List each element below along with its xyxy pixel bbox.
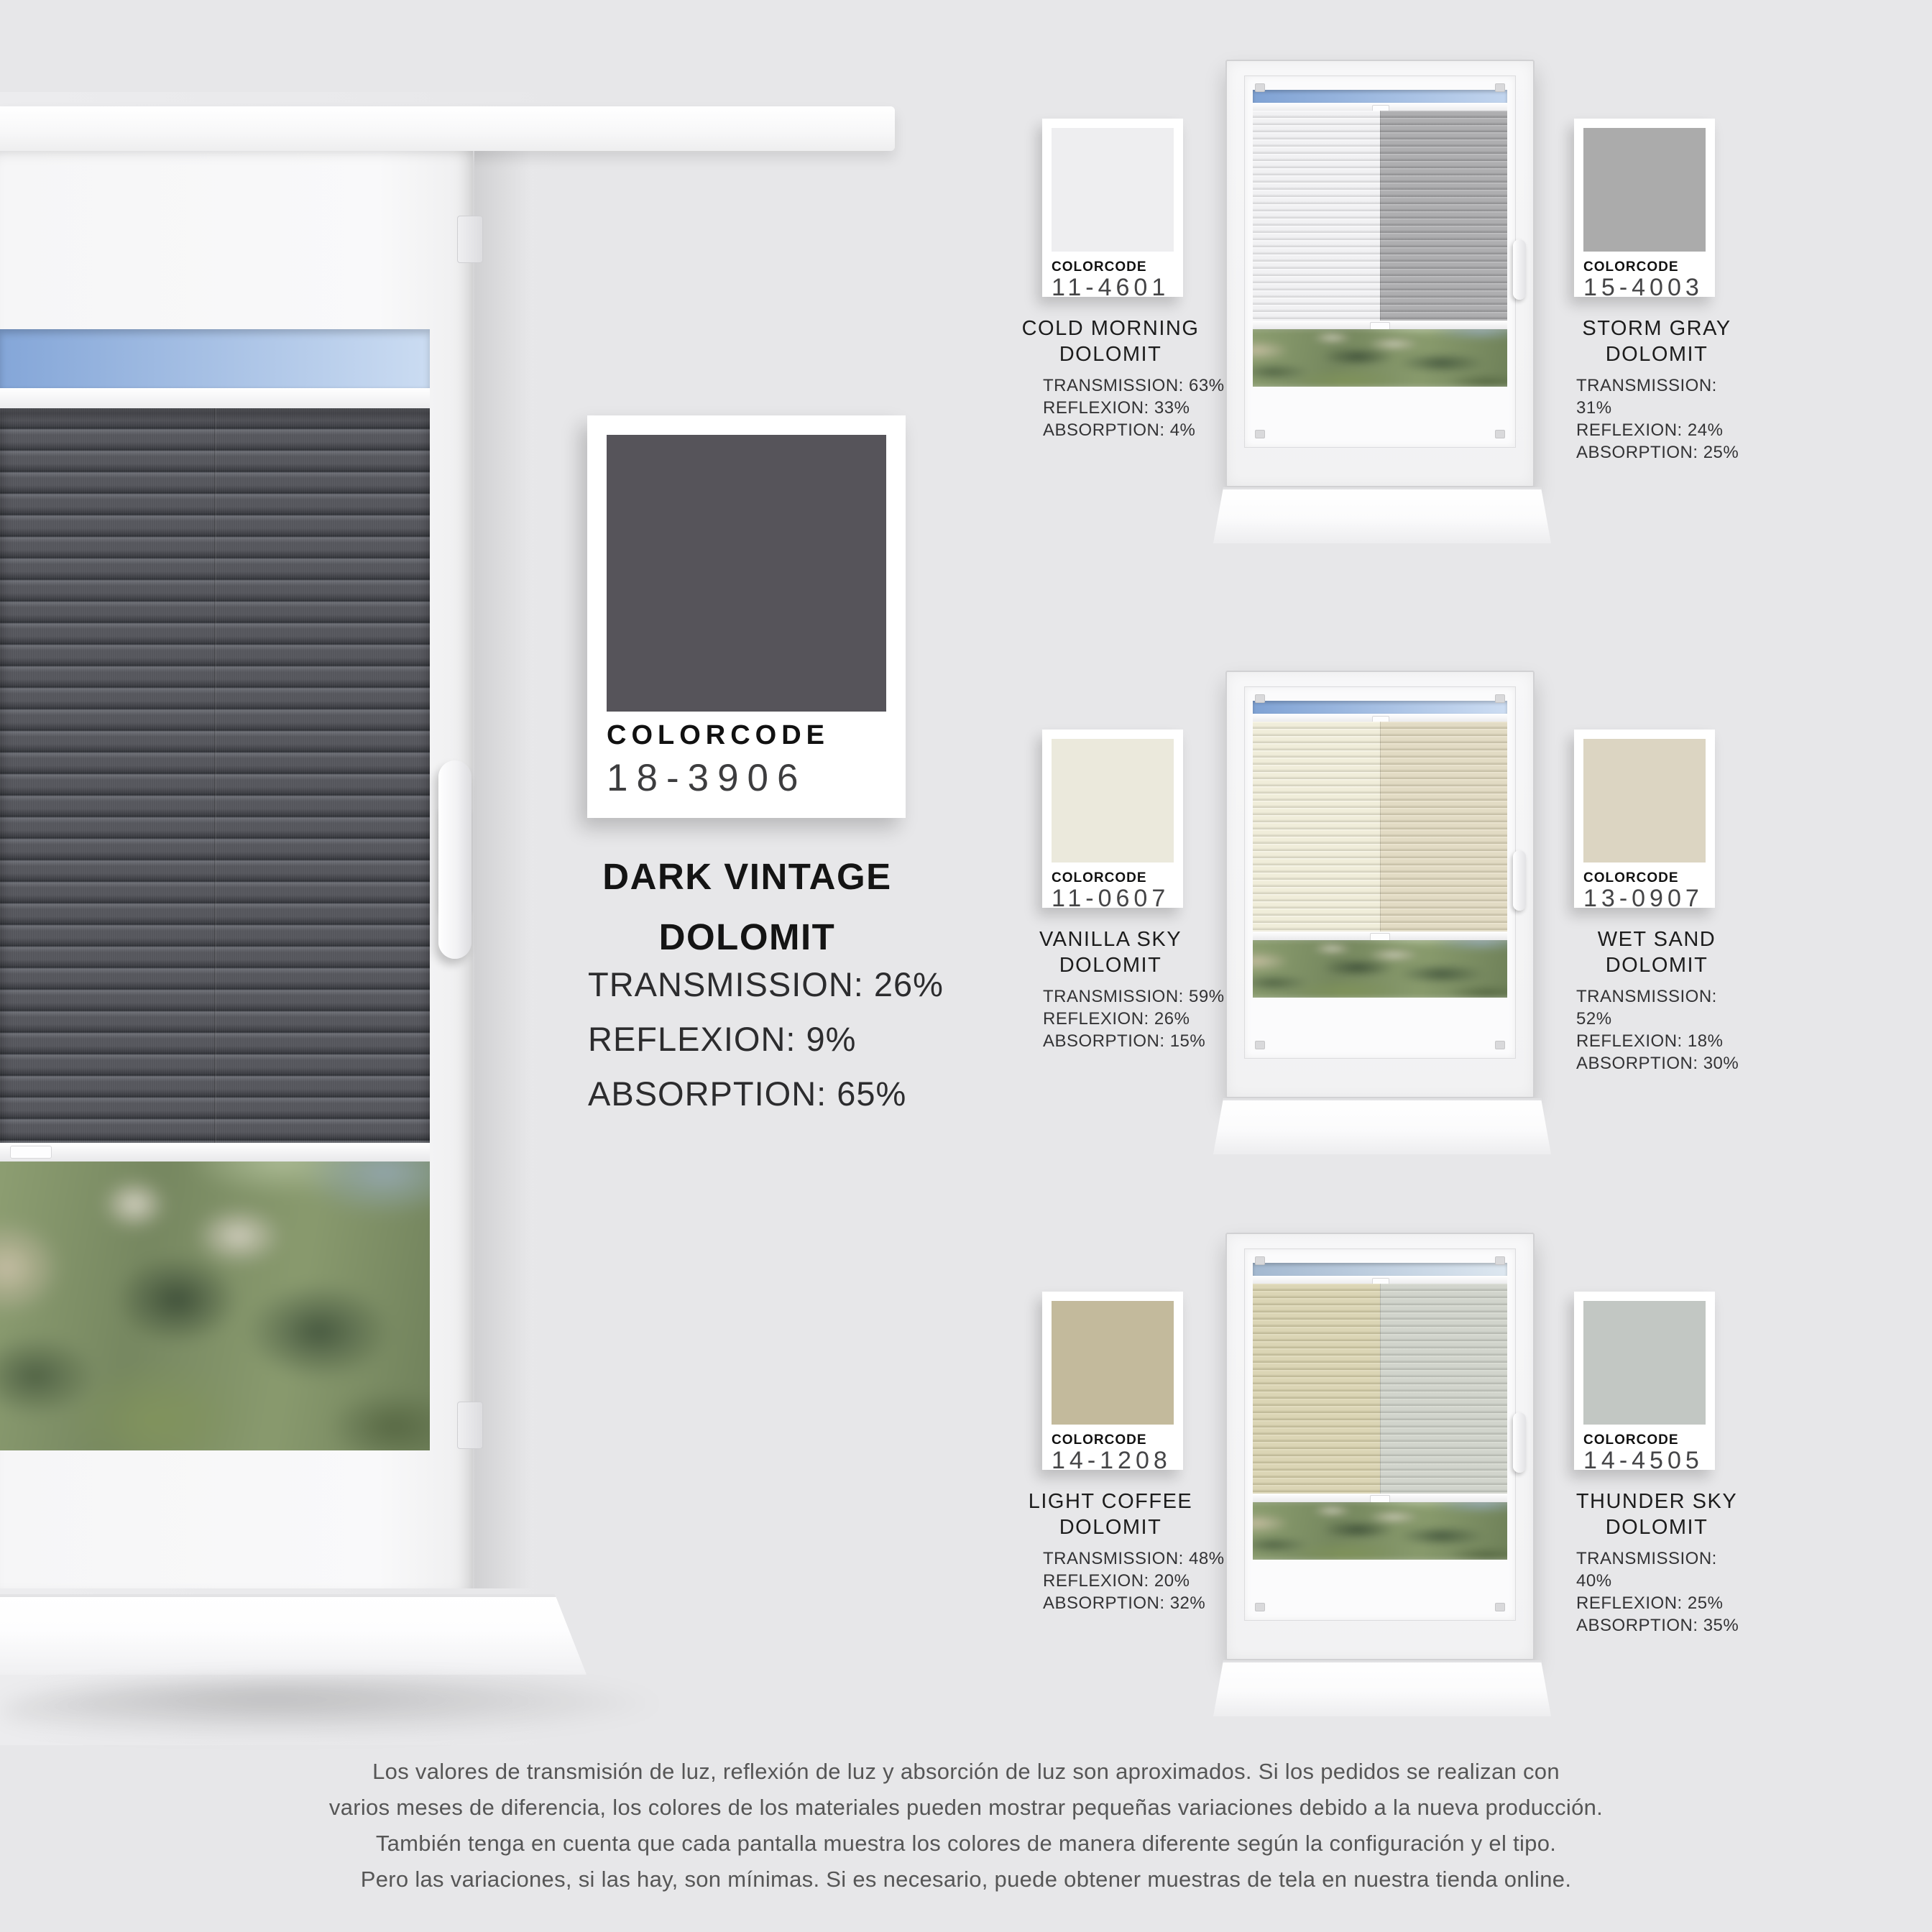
colorcode-card xyxy=(1574,730,1715,912)
blind-bottom-rail xyxy=(1253,932,1507,940)
fabric-row-1 xyxy=(1021,60,1754,627)
window-sash xyxy=(1244,1248,1516,1621)
disclaimer-line-1: Los valores de transmisión de luz, reflexión de luz y absorción de luz son aproximados. Si los pedidos se realizan con xyxy=(372,1759,1560,1784)
absorption-value: ABSORPTION: 65% xyxy=(588,1075,907,1113)
fabric-swatch xyxy=(1052,739,1174,862)
pleated-blind xyxy=(1253,111,1507,321)
fabric-name-hero xyxy=(523,847,972,967)
fabric-name: VANILLA SKY DOLOMIT xyxy=(1039,928,1182,977)
hinge-detail xyxy=(1495,1603,1505,1611)
blind-left-half xyxy=(1253,1284,1380,1494)
colorcode-number: 14-4505 xyxy=(1583,1447,1703,1474)
colorcode-label: COLORCODE xyxy=(1583,259,1679,275)
sill-shadow xyxy=(0,1679,676,1744)
fabric-values xyxy=(1043,985,1225,1052)
window-opening xyxy=(1253,90,1507,387)
fabric-values xyxy=(1576,985,1754,1075)
window-handle xyxy=(438,760,472,959)
absorption-value: ABSORPTION: 15% xyxy=(1043,1031,1206,1051)
transmission-value: TRANSMISSION: 48% xyxy=(1043,1549,1225,1568)
hinge-detail xyxy=(1255,1603,1265,1611)
fabric-swatch xyxy=(1583,1301,1706,1425)
hero-window-opening xyxy=(0,329,430,1450)
window-sash xyxy=(1244,75,1516,448)
fabric-swatch xyxy=(1052,128,1174,252)
disclaimer-line-2: varios meses de diferencia, los colores de los materiales pueden mostrar pequeñas variaciones debido a la nueva producción. xyxy=(328,1795,1604,1820)
colorcode-number: 15-4003 xyxy=(1583,274,1703,301)
colorcode-number: 18-3906 xyxy=(607,757,807,799)
colorcode-card xyxy=(1574,119,1715,301)
blind-left-half xyxy=(1253,111,1380,321)
blind-top-rail xyxy=(1253,103,1507,111)
transmission-value: TRANSMISSION: 31% xyxy=(1576,376,1717,418)
fabric-name: THUNDER SKY DOLOMIT xyxy=(1576,1490,1738,1539)
blind-left-half xyxy=(1253,722,1380,932)
colorcode-number: 11-4601 xyxy=(1052,274,1170,301)
disclaimer-line-3: También tenga en cuenta que cada pantalla muestra los colores de manera diferente según la configuración y el tipo. xyxy=(375,1831,1557,1856)
fabric-row-3 xyxy=(1028,1233,1754,1800)
fabric-swatch xyxy=(1583,128,1706,252)
sky-strip xyxy=(1253,1263,1507,1276)
sky-strip xyxy=(1253,90,1507,103)
blind-right-half xyxy=(1380,722,1508,932)
colorcode-card-hero xyxy=(587,415,906,818)
reflexion-value: REFLEXION: 26% xyxy=(1043,1009,1190,1029)
fabric-swatch xyxy=(1583,739,1706,862)
hinge-detail xyxy=(1255,83,1265,92)
colorcode-label: COLORCODE xyxy=(1052,1432,1147,1448)
hinge-detail xyxy=(1495,1041,1505,1049)
disclaimer-text xyxy=(211,1754,1721,1898)
window-handle xyxy=(1513,1412,1526,1473)
sky-strip xyxy=(1253,701,1507,714)
colorcode-card xyxy=(1042,730,1183,912)
window-landscape-view xyxy=(1253,1502,1507,1560)
blind-right-half xyxy=(1380,111,1508,321)
window-sill xyxy=(0,1594,586,1675)
fabric-row-2 xyxy=(1028,671,1754,1238)
transmission-value: TRANSMISSION: 26% xyxy=(588,965,944,1003)
hinge-detail xyxy=(457,216,483,263)
window-sill xyxy=(1213,1098,1551,1154)
fabric-name: LIGHT COFFEE DOLOMIT xyxy=(1028,1490,1193,1539)
fabric-values xyxy=(1043,374,1225,441)
colorcode-number: 11-0607 xyxy=(1052,885,1170,912)
fabric-name: COLD MORNING DOLOMIT xyxy=(1021,317,1200,366)
fabric-swatch xyxy=(1052,1301,1174,1425)
landscape-image xyxy=(1253,940,1507,998)
blind-top-rail xyxy=(1253,714,1507,722)
window-landscape-view xyxy=(0,1162,430,1450)
window-sill xyxy=(1213,1660,1551,1716)
colorcode-label: COLORCODE xyxy=(1583,1432,1679,1448)
transmission-value: TRANSMISSION: 52% xyxy=(1576,987,1717,1029)
window-photo xyxy=(1225,671,1535,1098)
sky-strip xyxy=(0,329,430,388)
blind-bottom-rail xyxy=(1253,1494,1507,1502)
fabric-values xyxy=(1576,1547,1754,1637)
window-photo xyxy=(1225,60,1535,487)
pleated-blind xyxy=(1253,722,1507,932)
fabric-values xyxy=(1043,1547,1225,1614)
blind-bottom-rail xyxy=(0,1143,430,1162)
colorcode-label: COLORCODE xyxy=(607,720,829,750)
fabric-name: WET SAND DOLOMIT xyxy=(1597,928,1716,977)
window-handle xyxy=(1513,239,1526,300)
colorcode-number: 14-1208 xyxy=(1052,1447,1172,1474)
transmission-value: TRANSMISSION: 40% xyxy=(1576,1549,1717,1591)
colorcode-card xyxy=(1042,1292,1183,1474)
wall-ledge xyxy=(0,106,895,151)
blind-right-half xyxy=(1380,1284,1508,1494)
hinge-detail xyxy=(1495,694,1505,703)
window-sash xyxy=(1244,686,1516,1059)
colorcode-number: 13-0907 xyxy=(1583,885,1703,912)
reflexion-value: REFLEXION: 20% xyxy=(1043,1571,1190,1591)
pleated-blind xyxy=(1253,1284,1507,1494)
fabric-swatch-dark-vintage xyxy=(607,435,886,712)
transmission-value: TRANSMISSION: 59% xyxy=(1043,987,1225,1006)
fabric-values-hero xyxy=(588,957,944,1121)
window-photo xyxy=(1225,1233,1535,1660)
window-opening xyxy=(1253,1263,1507,1560)
hinge-detail xyxy=(1255,430,1265,438)
hinge-detail xyxy=(1255,1041,1265,1049)
fabric-name-line1: DARK VINTAGE xyxy=(602,856,892,897)
hinge-detail xyxy=(457,1402,483,1449)
window-sill xyxy=(1213,487,1551,543)
hinge-detail xyxy=(1255,694,1265,703)
blind-top-rail xyxy=(0,388,430,408)
landscape-image xyxy=(0,1162,430,1450)
blind-top-rail xyxy=(1253,1276,1507,1284)
reflexion-value: REFLEXION: 33% xyxy=(1043,398,1190,418)
colorcode-label: COLORCODE xyxy=(1052,870,1147,886)
landscape-image xyxy=(1253,329,1507,387)
absorption-value: ABSORPTION: 32% xyxy=(1043,1593,1206,1613)
hinge-detail xyxy=(1495,83,1505,92)
window-opening xyxy=(1253,701,1507,998)
window-landscape-view xyxy=(1253,329,1507,387)
hinge-detail xyxy=(1495,430,1505,438)
window-landscape-view xyxy=(1253,940,1507,998)
colorcode-label: COLORCODE xyxy=(1052,259,1147,275)
reflexion-value: REFLEXION: 18% xyxy=(1576,1031,1724,1051)
colorcode-label: COLORCODE xyxy=(1583,870,1679,886)
reflexion-value: REFLEXION: 25% xyxy=(1576,1593,1724,1613)
colorcode-card xyxy=(1042,119,1183,301)
reflexion-value: REFLEXION: 24% xyxy=(1576,420,1724,440)
colorcode-card xyxy=(1574,1292,1715,1474)
fabric-name: STORM GRAY DOLOMIT xyxy=(1582,317,1731,366)
pleated-blind-dark-vintage xyxy=(0,408,430,1143)
landscape-image xyxy=(1253,1502,1507,1560)
transmission-value: TRANSMISSION: 63% xyxy=(1043,376,1225,395)
absorption-value: ABSORPTION: 4% xyxy=(1043,420,1196,440)
absorption-value: ABSORPTION: 25% xyxy=(1576,443,1739,462)
disclaimer-line-4: Pero las variaciones, si las hay, son mínimas. Si es necesario, puede obtener muestras de tela en nuestra tienda online. xyxy=(360,1867,1572,1892)
absorption-value: ABSORPTION: 30% xyxy=(1576,1054,1739,1073)
window-handle xyxy=(1513,850,1526,911)
hinge-detail xyxy=(1495,1256,1505,1265)
fabric-name-line2: DOLOMIT xyxy=(658,916,836,957)
fabric-values xyxy=(1576,374,1754,464)
absorption-value: ABSORPTION: 35% xyxy=(1576,1616,1739,1635)
reflexion-value: REFLEXION: 9% xyxy=(588,1020,857,1058)
hinge-detail xyxy=(1255,1256,1265,1265)
blind-bottom-rail xyxy=(1253,321,1507,329)
